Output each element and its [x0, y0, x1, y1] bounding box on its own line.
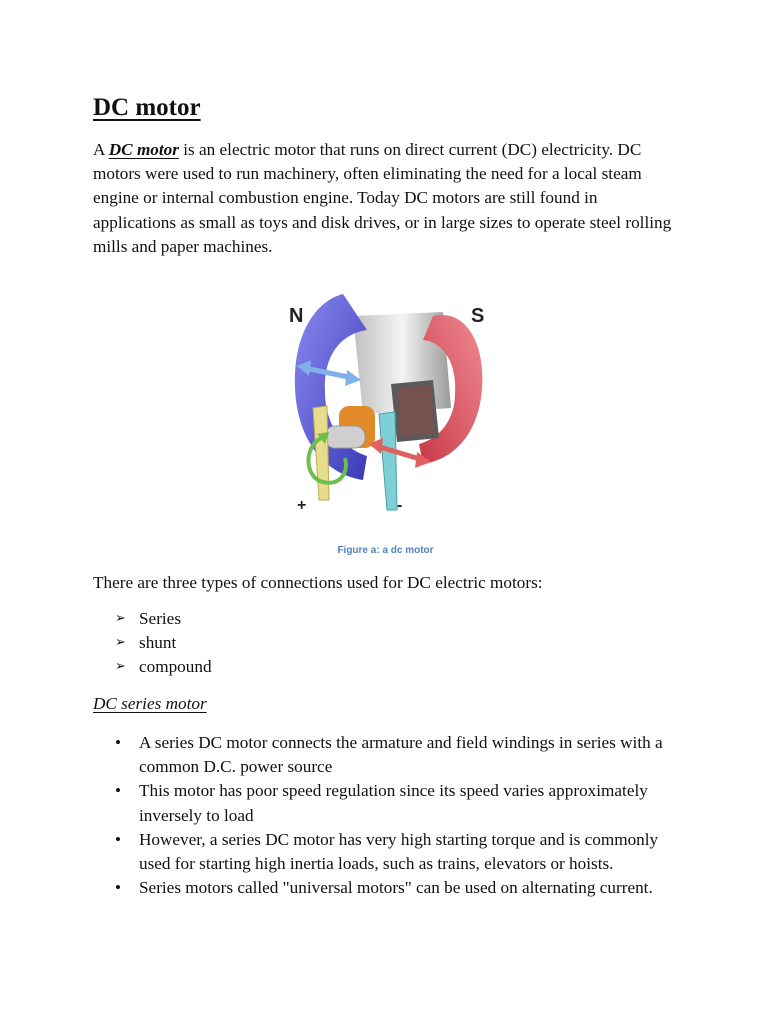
list-item: • A series DC motor connects the armature and field windings in series with a common D.C. power source [115, 733, 663, 777]
list-item: ➢ shunt [93, 631, 212, 655]
intro-body: is an electric motor that runs on direct current (DC) electricity. DC motors were used to run machinery, often eliminating the need for a local steam engine or internal combustion engine. Today DC motors are still found in applications as small as toys and disk drives, or in large sizes to operate steel rolling mills and paper machines. [93, 140, 672, 256]
figure-caption: Figure a: a dc motor [337, 545, 434, 556]
series-motor-points [93, 731, 683, 900]
bullet-dot-icon: • [115, 781, 122, 801]
types-intro: There are three types of connections used for DC electric motors: [93, 573, 543, 592]
minus-label: - [397, 497, 403, 514]
north-pole [295, 294, 367, 480]
intro-prefix: A [93, 140, 109, 159]
south-label: S [471, 305, 485, 327]
bullet-dot-icon: • [115, 878, 122, 898]
dc-motor-illustration [283, 288, 513, 518]
arrow-bullet-icon: ➢ [115, 611, 126, 626]
page-title: DC motor [93, 94, 201, 121]
list-item: • However, a series DC motor has very high starting torque and is commonly used for starting high inertia loads, such as trains, elevators or hoists. [115, 829, 659, 874]
plus-label: + [297, 497, 307, 514]
list-item: ➢ compound [93, 655, 212, 679]
right-brush [379, 412, 397, 510]
intro-paragraph [93, 138, 678, 259]
list-item: ➢ Series [93, 607, 212, 631]
series-motor-heading: DC series motor [93, 694, 207, 713]
left-brush [313, 406, 329, 500]
connection-types-list [93, 607, 212, 679]
list-item: • Series motors called "universal motors" can be used on alternating current. [93, 876, 683, 900]
intro-term: DC motor [108, 140, 179, 159]
list-item: • This motor has poor speed regulation since its speed varies approximately inversely to load [115, 781, 648, 825]
motor-shaft [325, 426, 365, 448]
bullet-dot-icon: • [115, 829, 122, 849]
bullet-dot-icon: • [115, 733, 122, 752]
arrow-bullet-icon: ➢ [115, 659, 126, 674]
dc-motor-figure [283, 288, 513, 518]
north-label: N [289, 305, 304, 327]
arrow-bullet-icon: ➢ [115, 635, 126, 650]
